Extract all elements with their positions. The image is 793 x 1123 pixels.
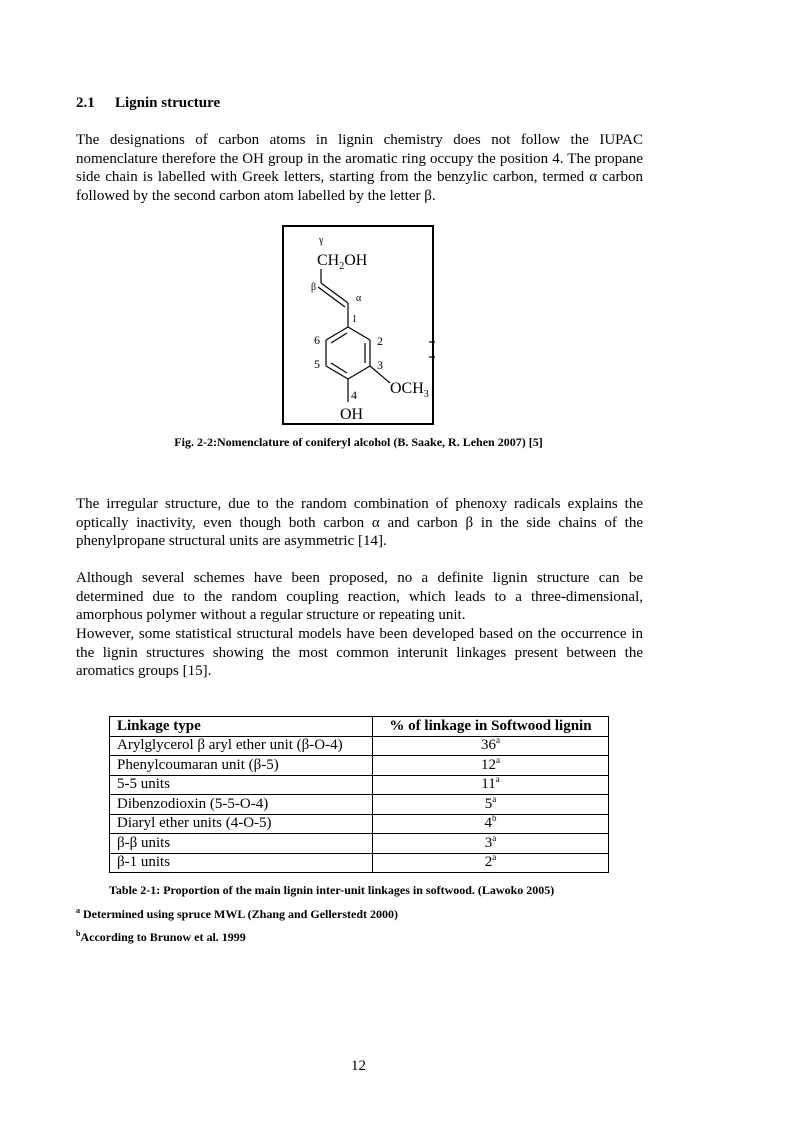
footnote-text: Determined using spruce MWL (Zhang and Gellerstedt 2000) (80, 907, 398, 921)
paragraph-carbon-designations: The designations of carbon atoms in lignin chemistry does not follow the IUPAC nomenclature therefore the OH group in the aromatic ring occupy the position 4. The propane side chain is labelled with Greek letters, starting from the benzylic carbon, termed α carbon followed by the second carbon atom labelled by the letter β. (76, 132, 643, 204)
page-number: 12 (351, 1058, 366, 1074)
header-linkage-type: Linkage type (110, 717, 373, 737)
table-row (110, 834, 609, 854)
linkage-type-cell: Arylglycerol β aryl ether unit (β-O-4) (110, 736, 373, 756)
table-row (110, 795, 609, 815)
coniferyl-alcohol-figure (282, 225, 434, 425)
linkage-type-cell: Diaryl ether units (4-O-5) (110, 814, 373, 834)
figure-caption: Fig. 2-2:Nomenclature of coniferyl alcohol (B. Saake, R. Lehen 2007) [5] (174, 435, 543, 449)
paragraph-irregular-structure: The irregular structure, due to the random combination of phenoxy radicals explains the optically inactivity, even though both carbon α and carbon β in the side chains of the phenylpropane structural units are asymmetric [14]. (76, 496, 643, 549)
section-title: Lignin structure (115, 95, 221, 111)
linkage-percent-cell: 2$^a$ (373, 853, 609, 873)
linkage-percent-cell: 12$^a$ (373, 756, 609, 776)
paragraph-statistical-models: However, some statistical structural models have been developed based on the occurrence in the lignin structures showing the most common interunit linkages present between the aromatics groups [15]. (76, 626, 643, 679)
carbon-2-label: 2 (377, 334, 383, 348)
section-heading (76, 95, 220, 112)
table-row (110, 814, 609, 834)
paragraph-schemes: Although several schemes have been proposed, no a definite lignin structure can be determined due to the random coupling reaction, which leads to a three-dimensional, amorphous polymer without a regular structure or repeating unit. (76, 570, 643, 623)
table-row (110, 756, 609, 776)
footnote-mark: a (76, 906, 80, 915)
footnote-mark: b (76, 929, 81, 938)
linkage-type-cell: 5-5 units (110, 775, 373, 795)
alpha-label: α (356, 293, 362, 304)
gamma-label: γ (319, 235, 324, 246)
table-row (110, 775, 609, 795)
oh-label: OH (340, 406, 364, 423)
beta-label: β (311, 282, 317, 293)
coniferyl-alcohol-structure (284, 227, 436, 427)
carbon-4-label: 4 (351, 388, 357, 402)
linkage-percent-cell: 11$^a$ (373, 775, 609, 795)
linkage-percent-cell: 3$^a$ (373, 834, 609, 854)
linkage-table (109, 716, 609, 873)
linkage-type-cell: Dibenzodioxin (5-5-O-4) (110, 795, 373, 815)
footnote-text: According to Brunow et al. 1999 (80, 930, 246, 944)
footnote-a (76, 907, 398, 922)
linkage-percent-cell: 4$^b$ (373, 814, 609, 834)
table-header-row (110, 717, 609, 737)
carbon-3-label: 3 (377, 358, 383, 372)
footnote-b (76, 930, 246, 945)
linkage-type-cell: Phenylcoumaran unit (β-5) (110, 756, 373, 776)
section-number: 2.1 (76, 95, 95, 111)
table-row (110, 736, 609, 756)
linkage-percent-cell: 36$^a$ (373, 736, 609, 756)
carbon-6-label: 6 (314, 333, 320, 347)
linkage-type-cell: β-1 units (110, 853, 373, 873)
carbon-1-label: 1 (352, 314, 357, 325)
ch2oh-label: $CH_2OH$ (317, 252, 368, 272)
table-row (110, 853, 609, 873)
och3-label: $OCH_3$ (390, 380, 429, 400)
header-softwood-percent: % of linkage in Softwood lignin (373, 717, 609, 737)
linkage-type-cell: β-β units (110, 834, 373, 854)
table-caption: Table 2-1: Proportion of the main lignin inter-unit linkages in softwood. (Lawoko 2005) (109, 883, 555, 897)
linkage-percent-cell: 5$^a$ (373, 795, 609, 815)
carbon-5-label: 5 (314, 357, 320, 371)
